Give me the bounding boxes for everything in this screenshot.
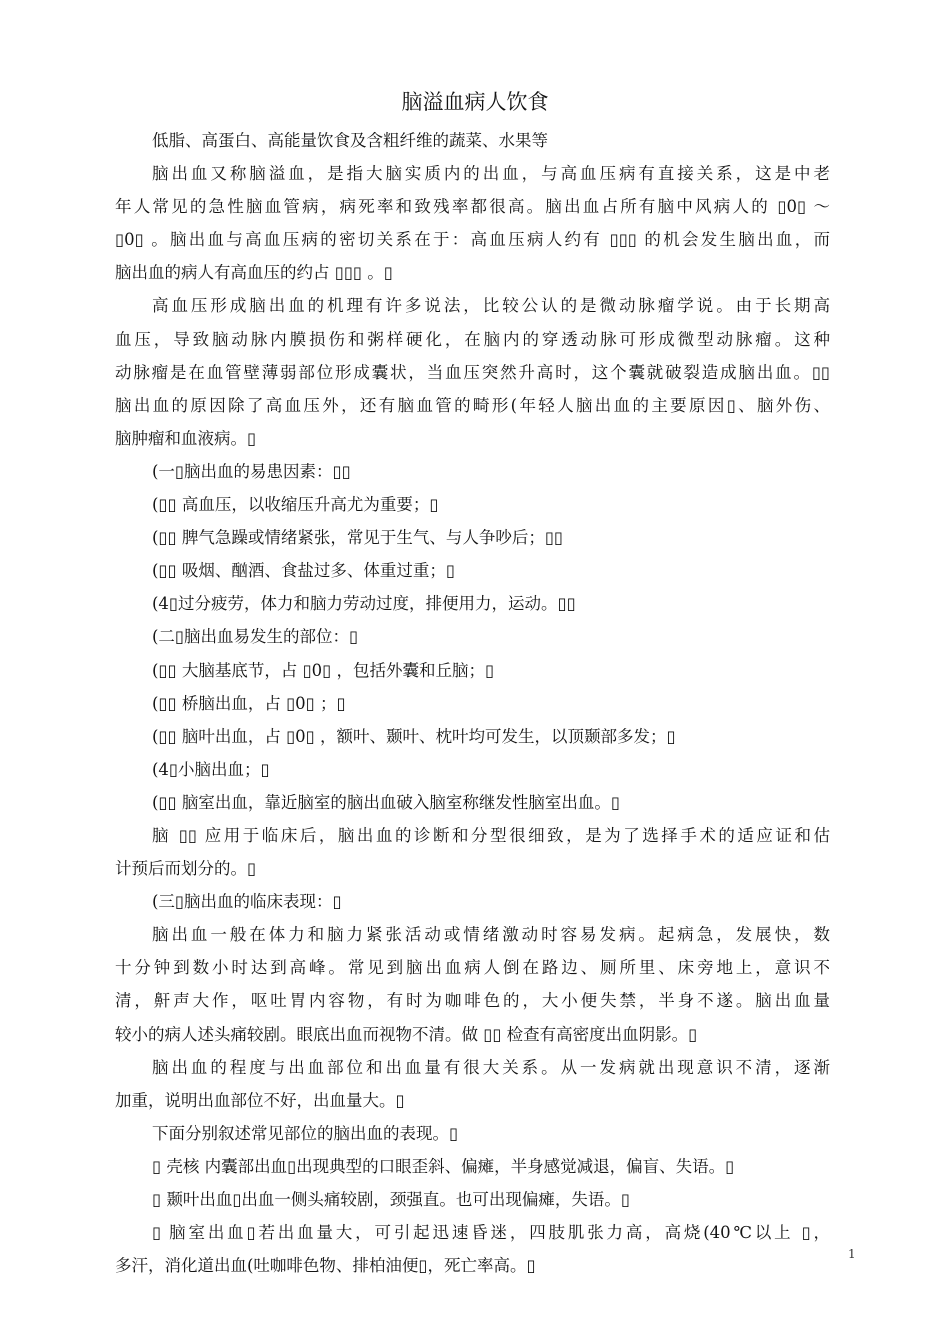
- document-title: 脑溢血病人饮食: [401, 90, 549, 114]
- text-line: (▯▯ 脑室出血，靠近脑室的脑出血破入脑室称继发性脑室出血。▯: [152, 792, 620, 812]
- text-line: 脑出血的原因除了高血压外，还有脑血管的畸形(年轻人脑出血的主要原因▯、脑外伤、: [115, 395, 830, 415]
- text-line: 十分钟到数小时达到高峰。常见到脑出血病人倒在路边、厕所里、床旁地上，意识不: [115, 958, 830, 978]
- text-line: 脑肿瘤和血液病。▯: [115, 428, 257, 448]
- text-line: 清，鼾声大作，呕吐胃内容物，有时为咖啡色的，大小便失禁，半身不遂。脑出血量: [115, 991, 830, 1011]
- text-line: (4▯小脑出血；▯: [152, 759, 270, 779]
- text-line: (▯▯ 高血压，以收缩压升高尤为重要；▯: [152, 495, 439, 515]
- text-line: (▯▯ 脑叶出血，占 ▯0▯ ，额叶、颞叶、枕叶均可发生，以顶颞部多发；▯: [152, 726, 676, 746]
- text-line: (▯▯ 脾气急躁或情绪紧张，常见于生气、与人争吵后；▯▯: [152, 528, 564, 548]
- text-line: 血压，导致脑动脉内膜损伤和粥样硬化，在脑内的穿透动脉可形成微型动脉瘤。这种: [115, 329, 830, 349]
- text-line: (一▯脑出血的易患因素：▯▯: [152, 461, 351, 481]
- page-number: 1: [848, 1247, 856, 1261]
- text-line: 脑出血的病人有高血压的约占 ▯▯▯ 。▯: [115, 263, 393, 283]
- text-line: 加重，说明出血部位不好，出血量大。▯: [115, 1090, 405, 1110]
- text-line: 脑出血一般在体力和脑力紧张活动或情绪激动时容易发病。起病急，发展快，数: [152, 925, 830, 945]
- text-line: (▯▯ 桥脑出血，占 ▯0▯ ；▯: [152, 693, 346, 713]
- text-line: (▯▯ 大脑基底节，占 ▯0▯ ，包括外囊和丘脑；▯: [152, 660, 495, 680]
- text-line: 计预后而划分的。▯: [115, 859, 257, 879]
- text-line: (二▯脑出血易发生的部位：▯: [152, 627, 359, 647]
- text-line: 脑出血的程度与出血部位和出血量有很大关系。从一发病就出现意识不清，逐渐: [152, 1057, 830, 1077]
- text-line: 高血压形成脑出血的机理有许多说法，比较公认的是微动脉瘤学说。由于长期高: [152, 296, 830, 316]
- text-line: ▯ 脑室出血▯若出血量大，可引起迅速昏迷，四肢肌张力高，高烧(40℃以上 ▯，: [152, 1223, 830, 1243]
- document-body: [115, 124, 830, 1282]
- text-line: 多汗，消化道出血(吐咖啡色物、排柏油便▯，死亡率高。▯: [115, 1256, 536, 1276]
- text-line: 脑出血又称脑溢血，是指大脑实质内的出血，与高血压病有直接关系，这是中老: [152, 164, 830, 184]
- text-line: (三▯脑出血的临床表现：▯: [152, 892, 342, 912]
- text-line: 脑 ▯▯ 应用于临床后，脑出血的诊断和分型很细致，是为了选择手术的适应证和估: [152, 825, 830, 845]
- text-line: 动脉瘤是在血管壁薄弱部位形成囊状，当血压突然升高时，这个囊就破裂造成脑出血。▯▯: [115, 362, 830, 382]
- text-line: (▯▯ 吸烟、酗酒、食盐过多、体重过重；▯: [152, 561, 455, 581]
- text-line: ▯ 颞叶出血▯出血一侧头痛较剧，颈强直。也可出现偏瘫，失语。▯: [152, 1190, 630, 1209]
- text-line: 下面分别叙述常见部位的脑出血的表现。▯: [152, 1123, 459, 1143]
- text-line: ▯0▯ 。脑出血与高血压病的密切关系在于：高血压病人约有 ▯▯▯ 的机会发生脑出血，而: [115, 230, 830, 250]
- text-line: (4▯过分疲劳，体力和脑力劳动过度，排便用力，运动。▯▯: [152, 594, 576, 614]
- text-line: 低脂、高蛋白、高能量饮食及含粗纤维的蔬菜、水果等: [152, 131, 548, 150]
- text-line: 年人常见的急性脑血管病，病死率和致残率都很高。脑出血占所有脑中风病人的 ▯0▯ ～: [115, 197, 830, 217]
- text-line: 较小的病人述头痛较剧。眼底出血而视物不清。做 ▯▯ 检查有高密度出血阴影。▯: [115, 1024, 698, 1044]
- text-line: ▯ 壳核 内囊部出血▯出现典型的口眼歪斜、偏瘫，半身感觉减退，偏盲、失语。▯: [152, 1156, 735, 1176]
